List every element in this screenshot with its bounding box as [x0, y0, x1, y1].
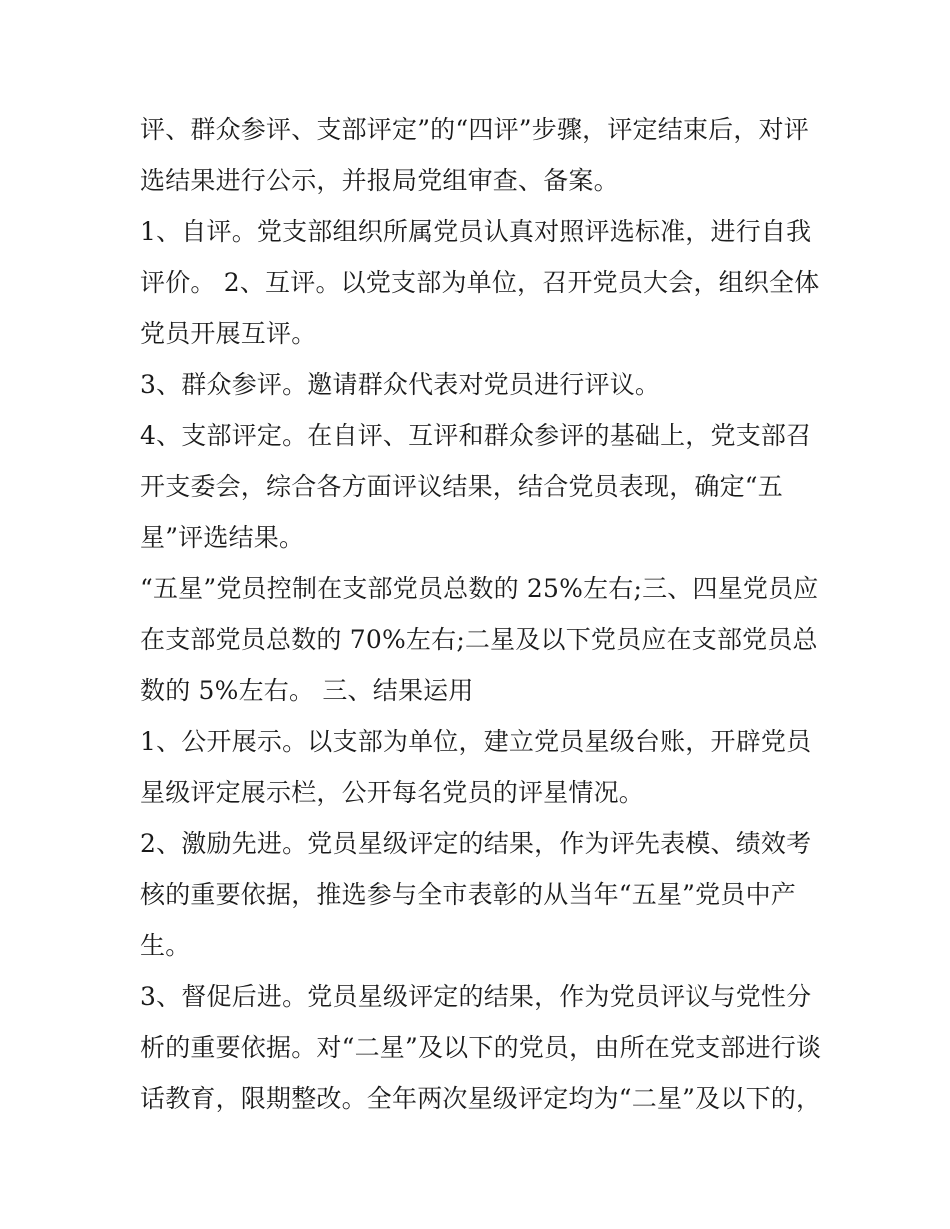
text-line: 党员开展互评。: [140, 319, 317, 348]
text-line: 生。: [140, 931, 191, 960]
text-line: 1、公开展示。以支部为单位，建立党员星级台账，开辟党员: [140, 727, 812, 756]
text-line: 析的重要依据。对“二星”及以下的党员，由所在党支部进行谈: [140, 1033, 822, 1062]
text-line: 在支部党员总数的 70%左右;二星及以下党员应在支部党员总: [140, 625, 818, 654]
text-line: 4、支部评定。在自评、互评和群众参评的基础上，党支部召: [140, 421, 812, 450]
text-line: 话教育，限期整改。全年两次星级评定均为“二星”及以下的，: [140, 1084, 822, 1113]
text-line: 1、自评。党支部组织所属党员认真对照评选标准，进行自我: [140, 217, 812, 246]
text-line: 3、督促后进。党员星级评定的结果，作为党员评议与党性分: [140, 982, 812, 1011]
text-line: 选结果进行公示，并报局党组审查、备案。: [140, 166, 619, 195]
text-line: 2、激励先进。党员星级评定的结果，作为评先表模、绩效考: [140, 829, 812, 858]
text-line: 开支委会，综合各方面评议结果，结合党员表现，确定“五: [140, 472, 783, 501]
document-body: [140, 104, 830, 1124]
text-line: “五星”党员控制在支部党员总数的 25%左右;三、四星党员应: [140, 574, 819, 603]
text-line: 核的重要依据，推选参与全市表彰的从当年“五星”党员中产: [140, 880, 796, 909]
text-line: 3、群众参评。邀请群众代表对党员进行评议。: [140, 370, 661, 399]
text-line: 评价。 2、互评。以党支部为单位，召开党员大会，组织全体: [140, 268, 820, 297]
text-line: 数的 5%左右。 三、结果运用: [140, 676, 474, 705]
text-line: 星”评选结果。: [140, 523, 305, 552]
text-line: 评、群众参评、支部评定”的“四评”步骤，评定结束后，对评: [140, 115, 809, 144]
text-line: 星级评定展示栏，公开每名党员的评星情况。: [140, 778, 645, 807]
